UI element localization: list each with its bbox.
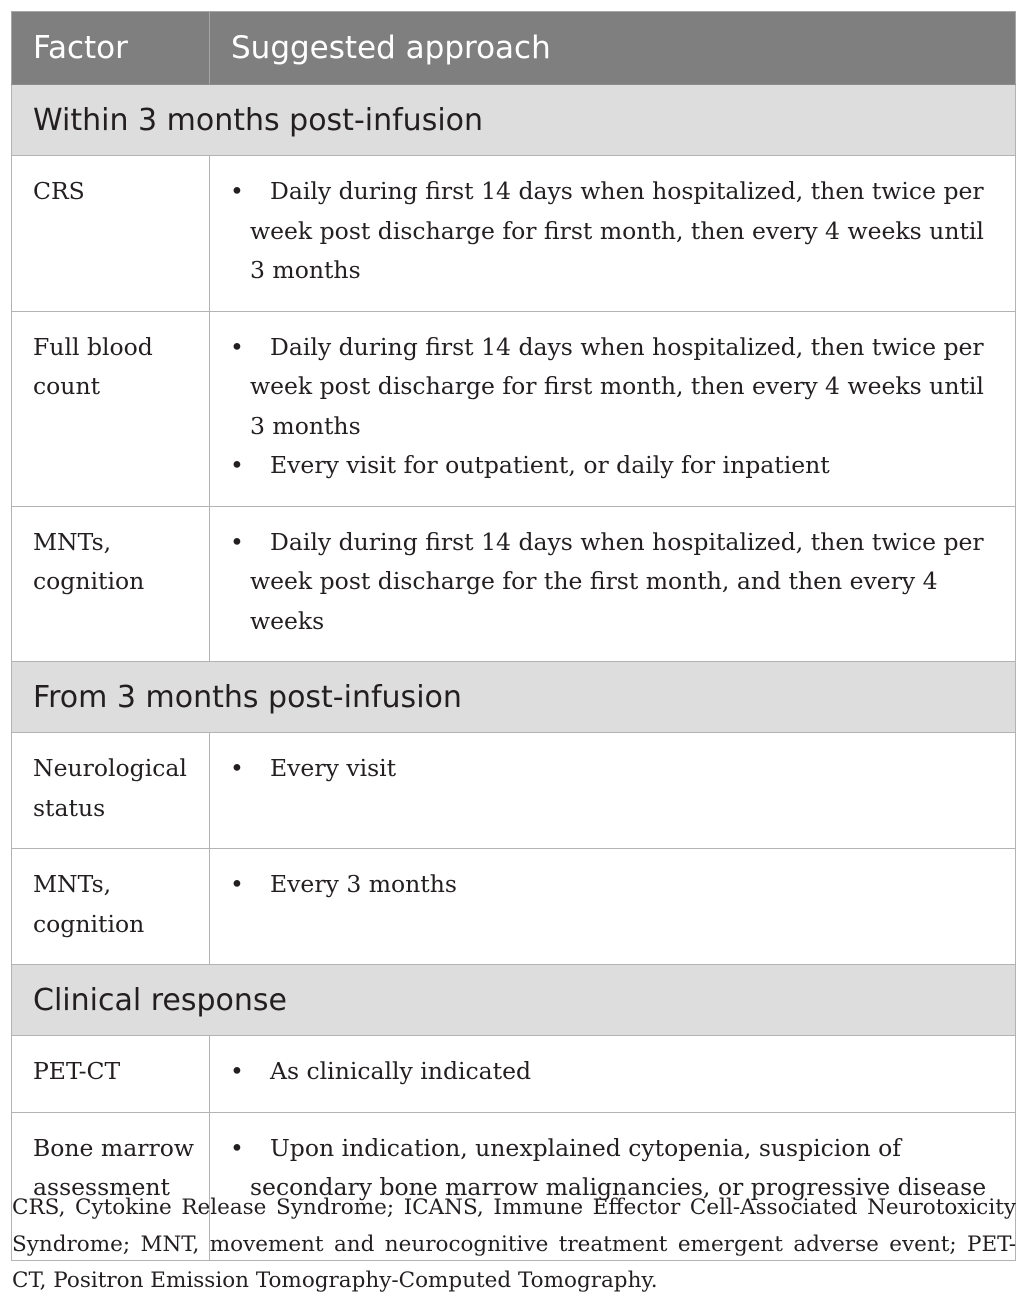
approach-item: [230, 749, 1001, 789]
approach-item: [230, 328, 1001, 447]
approach-list: [230, 749, 1001, 789]
approach-list: [230, 865, 1001, 905]
approach-item: [230, 1052, 1001, 1092]
factor-cell: Bone marrow assessment: [12, 1112, 210, 1260]
approach-item: [230, 865, 1001, 905]
table-row: [12, 849, 1016, 965]
header-factor: Factor: [12, 12, 210, 85]
approach-text: As clinically indicated: [270, 1057, 532, 1085]
factor-cell: CRS: [12, 156, 210, 312]
section-row: [12, 85, 1016, 156]
factor-cell: MNTs, cognition: [12, 506, 210, 662]
approach-text: Upon indication, unexplained cytopenia, suspicion of secondary bone marrow malignancies, or progressive disease: [250, 1133, 987, 1201]
table-row: [12, 311, 1016, 506]
table-row: [12, 1036, 1016, 1113]
approach-list: [230, 172, 1001, 291]
header-row: [12, 12, 1016, 85]
header-suggested-approach: Suggested approach: [210, 12, 1016, 85]
table-row: [12, 156, 1016, 312]
approach-item: [230, 172, 1001, 291]
approach-item: [230, 446, 1001, 486]
factor-cell: Full blood count: [12, 311, 210, 506]
bullet-icon: •: [230, 870, 244, 898]
section-title: From 3 months post-infusion: [12, 662, 1016, 733]
bullet-icon: •: [230, 177, 244, 205]
section-title: Within 3 months post-infusion: [12, 85, 1016, 156]
bullet-icon: •: [230, 754, 244, 782]
bullet-icon: •: [230, 527, 244, 556]
approach-text: Daily during first 14 days when hospitalized, then twice per week post discharge for first month, then every 4 weeks until 3 months: [250, 177, 984, 284]
approach-cell: [210, 311, 1016, 506]
approach-list: [230, 328, 1001, 486]
approach-text: Daily during first 14 days when hospitalized, then twice per week post discharge for the first month, and then every 4 weeks: [250, 527, 984, 635]
approach-text: Every visit: [270, 754, 397, 782]
approach-item: [230, 523, 1001, 642]
factor-cell: PET-CT: [12, 1036, 210, 1113]
table-footnote: CRS, Cytokine Release Syndrome; ICANS, Immune Effector Cell-Associated Neurotoxicity Syndrome; MNT, movement and neurocognitive treatment emergent adverse event; PET-CT, Positron Emission Tomography-Computed Tomography.: [12, 1195, 1016, 1293]
approach-list: [230, 1052, 1001, 1092]
monitoring-table: [11, 11, 1016, 1261]
bullet-icon: •: [230, 451, 244, 479]
table-body: [12, 85, 1016, 1261]
approach-cell: [210, 1036, 1016, 1113]
approach-cell: [210, 849, 1016, 965]
factor-cell: MNTs, cognition: [12, 849, 210, 965]
bullet-icon: •: [230, 1133, 244, 1162]
factor-cell: Neurological status: [12, 733, 210, 849]
approach-list: [230, 523, 1001, 642]
approach-text: Every 3 months: [270, 870, 457, 898]
approach-cell: [210, 156, 1016, 312]
approach-text: Daily during first 14 days when hospitalized, then twice per week post discharge for first month, then every 4 weeks until 3 months: [250, 332, 984, 440]
bullet-icon: •: [230, 1057, 244, 1085]
approach-cell: [210, 733, 1016, 849]
approach-text: Every visit for outpatient, or daily for inpatient: [270, 451, 830, 479]
section-row: [12, 965, 1016, 1036]
monitoring-table-container: [11, 11, 1015, 1261]
section-title: Clinical response: [12, 965, 1016, 1036]
table-row: [12, 506, 1016, 662]
bullet-icon: •: [230, 332, 244, 361]
approach-cell: [210, 506, 1016, 662]
table-row: [12, 733, 1016, 849]
section-row: [12, 662, 1016, 733]
